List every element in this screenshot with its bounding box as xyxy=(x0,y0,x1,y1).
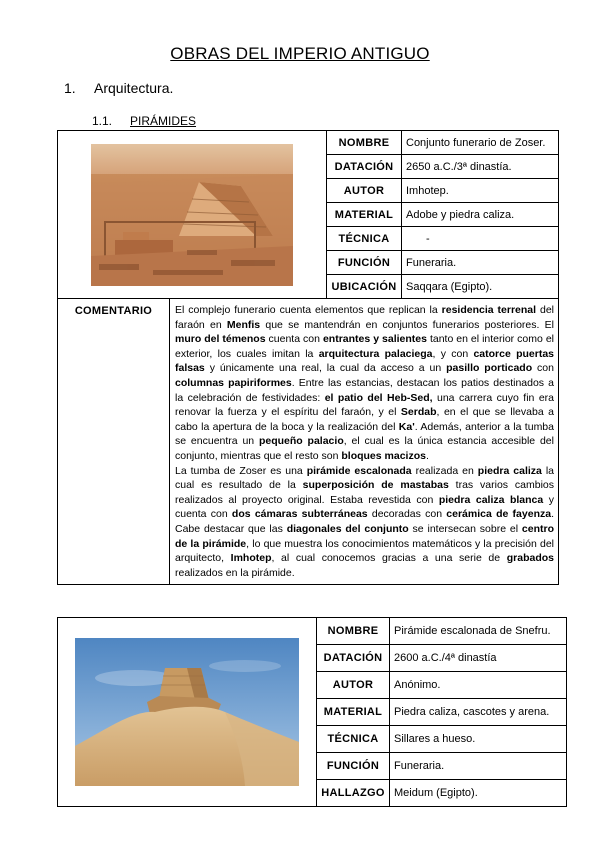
snefru-value-nombre: Pirámide escalonada de Snefru. xyxy=(390,618,567,645)
comment-label: COMENTARIO xyxy=(58,299,170,585)
bold-term: diagonales del conjunto xyxy=(286,522,409,535)
section-heading xyxy=(64,80,173,96)
snefru-value-hallazgo: Meidum (Egipto). xyxy=(390,780,567,807)
bold-term: pequeño palacio xyxy=(258,435,344,448)
text-run: tanto en el interior como el exterior, los cuales imitan la xyxy=(175,333,554,360)
bold-term: Ka' xyxy=(398,420,415,433)
section-number: 1. xyxy=(64,80,76,96)
subsection-number: 1.1. xyxy=(92,114,113,128)
text-run: la cual es resultado de la xyxy=(175,464,555,492)
bold-term: pasillo porticado xyxy=(446,362,533,375)
text-run: del faraón en xyxy=(175,304,555,331)
zoser-value-funcion: Funeraria. xyxy=(402,251,559,275)
zoser-key-datacion: DATACIÓN xyxy=(327,155,402,179)
text-run: se intersecan sobre el xyxy=(408,522,522,535)
bold-term: superposición de mastabas xyxy=(302,479,449,492)
snefru-key-hallazgo: HALLAZGO xyxy=(317,780,390,807)
text-run: . Cabe destacar que las xyxy=(175,508,554,535)
bold-term: centro de la pirámide xyxy=(175,522,554,550)
zoser-value-nombre: Conjunto funerario de Zoser. xyxy=(402,131,559,155)
bold-term: el patio del Heb-Sed, xyxy=(324,391,433,404)
zoser-key-tecnica: TÉCNICA xyxy=(327,227,402,251)
bold-term: arquitectura palaciega xyxy=(318,347,433,360)
snefru-value-funcion: Funeraria. xyxy=(390,753,567,780)
bold-term: residencia terrenal xyxy=(441,304,537,316)
text-run: , al cual conocemos gracias a una serie de xyxy=(271,552,507,565)
text-run: una carrera cuyo fin era renovar la fuerza y el espíritu del faraón, y el xyxy=(175,391,555,419)
text-run: . Entre las estancias, destacan los patios destinados a la celebración de festividades: xyxy=(175,376,555,404)
snefru-value-tecnica: Sillares a hueso. xyxy=(390,726,567,753)
zoser-key-nombre: NOMBRE xyxy=(327,131,402,155)
zoser-key-autor: AUTOR xyxy=(327,179,402,203)
snefru-value-datacion: 2600 a.C./4ª dinastía xyxy=(390,645,567,672)
snefru-key-tecnica: TÉCNICA xyxy=(317,726,390,753)
zoser-value-tecnica: - xyxy=(402,227,559,251)
zoser-pyramid-photo xyxy=(91,144,293,286)
bold-term: grabados xyxy=(506,552,554,565)
snefru-value-autor: Anónimo. xyxy=(390,672,567,699)
snefru-artwork-table xyxy=(57,617,567,807)
snefru-key-funcion: FUNCIÓN xyxy=(317,753,390,780)
text-run: tras varios cambios realizados al proyecto original. Estaba revestida con xyxy=(175,479,554,506)
text-run: realizada en xyxy=(411,464,478,477)
subsection-heading xyxy=(92,114,196,128)
text-run: , el cual es la única estancia accesible del conjunto, mientras que el resto son xyxy=(175,435,554,462)
zoser-key-ubicacion: UBICACIÓN xyxy=(327,275,402,299)
text-run: La tumba de Zoser es una xyxy=(175,464,307,477)
zoser-artwork-table xyxy=(57,130,559,585)
bold-term: cerámica de fayenza xyxy=(446,508,552,521)
meidum-pyramid-photo xyxy=(75,638,299,786)
text-run: decoradas con xyxy=(367,508,447,521)
bold-term: piedra caliza blanca xyxy=(438,493,544,506)
snefru-key-nombre: NOMBRE xyxy=(317,618,390,645)
text-run: , en el que se llevaba a cabo la apertura de la boca y la realización del xyxy=(175,406,555,433)
text-run: , y con xyxy=(432,347,474,360)
bold-term: pirámide escalonada xyxy=(306,464,412,477)
text-run: con xyxy=(532,362,554,375)
zoser-value-autor: Imhotep. xyxy=(402,179,559,203)
bold-term: piedra caliza xyxy=(477,464,542,477)
zoser-value-datacion: 2650 a.C./3ª dinastía. xyxy=(402,155,559,179)
zoser-value-material: Adobe y piedra caliza. xyxy=(402,203,559,227)
text-run: . xyxy=(425,449,429,462)
zoser-value-ubicacion: Saqqara (Egipto). xyxy=(402,275,559,299)
page-title: OBRAS DEL IMPERIO ANTIGUO xyxy=(170,44,430,63)
text-run: , lo que muestra los conocimientos matemáticos y la precisión del arquitecto, xyxy=(175,537,554,565)
snefru-photo-cell xyxy=(58,618,317,807)
zoser-photo-cell xyxy=(58,131,327,299)
comment-paragraph-1 xyxy=(175,303,554,464)
section-label: Arquitectura. xyxy=(94,80,174,96)
text-run: realizados en la pirámide. xyxy=(175,566,295,579)
text-run: y cuenta con xyxy=(175,493,554,521)
bold-term: muro del témenos xyxy=(175,333,266,346)
comment-text xyxy=(170,299,559,585)
bold-term: Menfis xyxy=(226,318,261,331)
zoser-key-material: MATERIAL xyxy=(327,203,402,227)
zoser-key-funcion: FUNCIÓN xyxy=(327,251,402,275)
snefru-key-autor: AUTOR xyxy=(317,672,390,699)
text-run: cuenta con xyxy=(265,333,323,346)
bold-term: Serdab xyxy=(400,406,437,419)
text-run: que se mantendrán en conjuntos funerarios posteriores. El xyxy=(260,318,554,331)
text-run: El complejo funerario cuenta elementos que replican la xyxy=(175,304,442,316)
bold-term: dos cámaras subterráneas xyxy=(231,508,368,521)
snefru-key-material: MATERIAL xyxy=(317,699,390,726)
comment-paragraph-2 xyxy=(175,464,554,581)
snefru-key-datacion: DATACIÓN xyxy=(317,645,390,672)
bold-term: catorce puertas falsas xyxy=(175,347,554,375)
bold-term: entrantes y salientes xyxy=(322,333,427,346)
text-run: . Además, anterior a la tumba se encuentra un xyxy=(175,420,554,448)
bold-term: Imhotep xyxy=(230,552,272,565)
bold-term: bloques macizos xyxy=(341,449,426,462)
text-run: y únicamente una real, la cual da acceso a un xyxy=(204,362,447,375)
snefru-value-material: Piedra caliza, cascotes y arena. xyxy=(390,699,567,726)
bold-term: columnas papiriformes xyxy=(175,376,292,389)
subsection-label: PIRÁMIDES xyxy=(130,114,197,128)
